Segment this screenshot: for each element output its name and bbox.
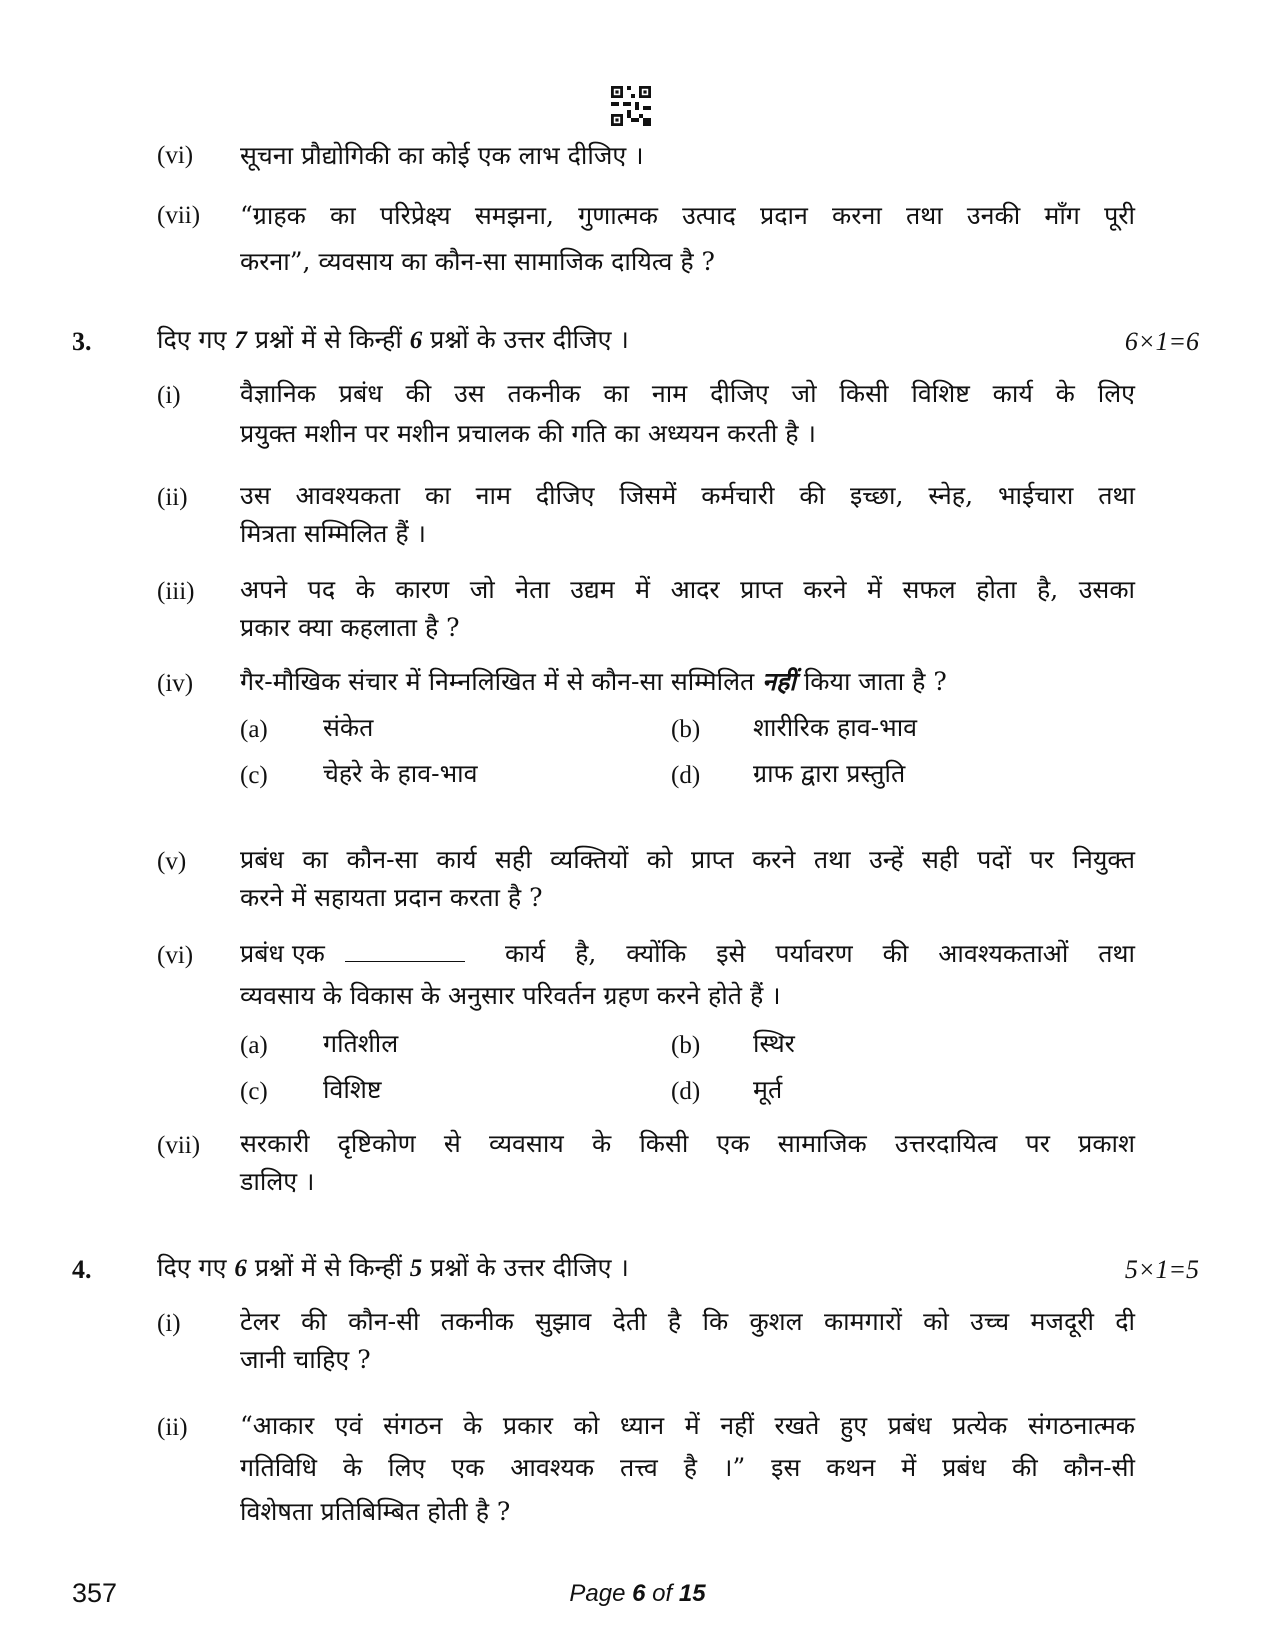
question-line: प्रकार क्या कहलाता है ? xyxy=(240,613,460,642)
question-line: व्यवसाय के विकास के अनुसार परिवर्तन ग्रहण करने होते हैं । xyxy=(240,981,781,1010)
question-line: जानी चाहिए ? xyxy=(240,1345,371,1374)
option-text: शारीरिक हाव-भाव xyxy=(753,713,918,742)
question-line: करना”, व्यवसाय का कौन-सा सामाजिक दायित्व है ? xyxy=(240,247,715,276)
option-label: (d) xyxy=(671,762,701,789)
question-text: कार्य है, क्योंकि इसे पर्यावरण की आवश्यकताओं तथा xyxy=(505,939,1135,968)
item-number: (v) xyxy=(157,848,187,875)
item-number: (ii) xyxy=(157,484,188,511)
item-number: (ii) xyxy=(157,1414,188,1441)
fill-in-blank xyxy=(345,938,465,970)
item-number: (i) xyxy=(157,1310,181,1337)
question-text: सूचना प्रौद्योगिकी का कोई एक लाभ दीजिए । xyxy=(240,141,644,170)
option-text: संकेत xyxy=(323,713,374,742)
question-text: वैज्ञानिक प्रबंध की उस तकनीक का नाम दीजिए जो किसी विशिष्ट कार्य के लिए xyxy=(240,379,1135,408)
question-text: सरकारी दृष्टिकोण से व्यवसाय के किसी एक सामाजिक उत्तरदायित्व पर प्रकाश xyxy=(240,1129,1135,1158)
item-number: (vii) xyxy=(157,1132,201,1159)
item-number: (vi) xyxy=(157,142,194,169)
question-line: करने में सहायता प्रदान करता है ? xyxy=(240,883,543,912)
question-text: अपने पद के कारण जो नेता उद्यम में आदर प्राप्त करने में सफल होता है, उसका xyxy=(240,575,1135,604)
question-number: 4. xyxy=(72,1255,92,1284)
question-text: उस आवश्यकता का नाम दीजिए जिसमें कर्मचारी की इच्छा, स्नेह, भाईचारा तथा xyxy=(240,481,1135,510)
item-number: (vi) xyxy=(157,942,194,969)
option-label: (b) xyxy=(671,716,701,743)
question-text: प्रबंध एक xyxy=(240,939,325,968)
page-number: Page 6 of 15 xyxy=(569,1580,706,1607)
question-instruction: दिए गए 7 प्रश्नों में से किन्हीं 6 प्रश्नों के उत्तर दीजिए । xyxy=(157,325,629,354)
question-line: मित्रता सम्मिलित हैं । xyxy=(240,519,427,548)
question-text: प्रबंध का कौन-सा कार्य सही व्यक्तियों को प्राप्त करने तथा उन्हें सही पदों पर नियुक्त xyxy=(240,845,1135,874)
question-text: “आकार एवं संगठन के प्रकार को ध्यान में नहीं रखते हुए प्रबंध प्रत्येक संगठनात्मक xyxy=(240,1411,1135,1440)
item-number: (i) xyxy=(157,382,181,409)
question-line: विशेषता प्रतिबिम्बित होती है ? xyxy=(240,1497,511,1526)
option-text: चेहरे के हाव-भाव xyxy=(323,759,478,788)
item-number: (iv) xyxy=(157,670,194,697)
question-text: गैर-मौखिक संचार में निम्नलिखित में से कौन-सा सम्मिलित नहीं किया जाता है ? xyxy=(240,667,947,696)
marks-label: 6×1=6 xyxy=(1124,327,1199,356)
question-text: गतिविधि के लिए एक आवश्यक तत्त्व है ।” इस कथन में प्रबंध की कौन-सी xyxy=(240,1453,1135,1482)
option-text: स्थिर xyxy=(753,1029,795,1058)
option-label: (d) xyxy=(671,1078,701,1105)
question-text: टेलर की कौन-सी तकनीक सुझाव देती है कि कुशल कामगारों को उच्च मजदूरी दी xyxy=(240,1307,1135,1336)
question-line: “ग्राहक का परिप्रेक्ष्य समझना, गुणात्मक उत्पाद प्रदान करना तथा उनकी माँग पूरी xyxy=(240,201,1135,230)
question-line: प्रयुक्त मशीन पर मशीन प्रचालक की गति का अध्ययन करती है । xyxy=(240,419,816,448)
option-text: गतिशील xyxy=(323,1029,399,1058)
option-text: विशिष्ट xyxy=(323,1075,382,1104)
option-label: (a) xyxy=(240,716,268,743)
item-number: (vii) xyxy=(157,202,201,229)
option-label: (b) xyxy=(671,1032,701,1059)
option-label: (c) xyxy=(240,762,268,789)
paper-code: 357 xyxy=(72,1578,118,1608)
qr-code-icon xyxy=(611,86,651,126)
option-text: ग्राफ द्वारा प्रस्तुति xyxy=(753,759,906,788)
option-label: (a) xyxy=(240,1032,268,1059)
question-line: डालिए । xyxy=(240,1167,315,1196)
option-label: (c) xyxy=(240,1078,268,1105)
question-number: 3. xyxy=(72,327,92,356)
item-number: (iii) xyxy=(157,578,195,605)
option-text: मूर्त xyxy=(753,1075,783,1104)
marks-label: 5×1=5 xyxy=(1124,1255,1199,1284)
question-instruction: दिए गए 6 प्रश्नों में से किन्हीं 5 प्रश्नों के उत्तर दीजिए । xyxy=(157,1253,629,1282)
question-text xyxy=(240,196,1135,236)
